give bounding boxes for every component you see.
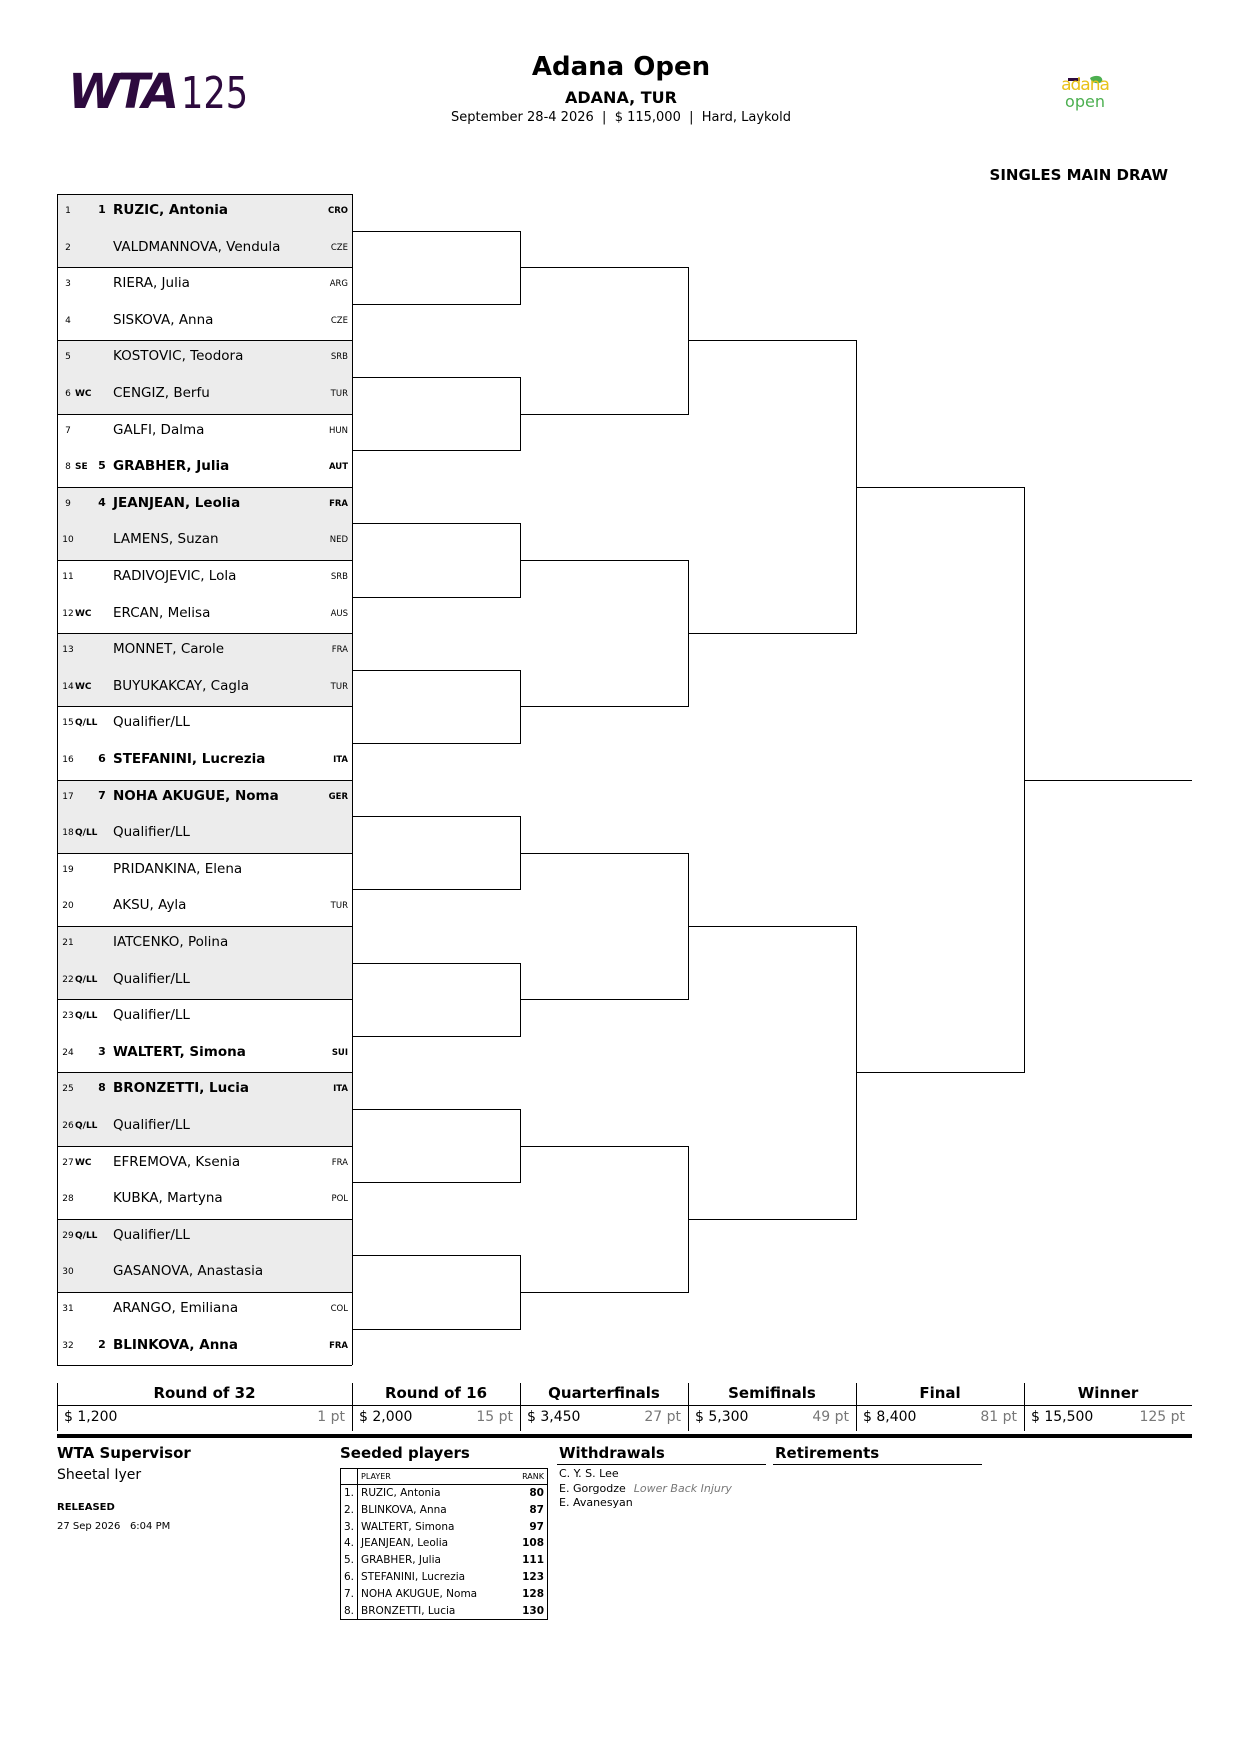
draw-position: 30	[62, 1267, 74, 1278]
draw-position: 28	[62, 1194, 74, 1205]
draw-position: 27	[62, 1157, 74, 1168]
bracket-join	[688, 267, 689, 415]
player-name: VALDMANNOVA, Vendula	[113, 238, 281, 255]
pair-divider	[57, 926, 352, 927]
player-nationality: CZE	[330, 242, 348, 253]
round-prize	[57, 1409, 352, 1429]
draw-position: 18	[62, 828, 74, 839]
player-nationality: GER	[328, 791, 348, 802]
player-name: BUYUKAKCAY, Cagla	[113, 677, 249, 694]
pair-divider	[57, 1219, 352, 1220]
pair-divider	[57, 1072, 352, 1073]
draw-position: 19	[62, 864, 74, 875]
supervisor-title: WTA Supervisor	[57, 1444, 191, 1462]
entry-status: SE	[75, 462, 88, 473]
player-nationality: AUS	[330, 608, 348, 619]
player-row	[57, 340, 352, 377]
player-row	[57, 560, 352, 597]
ranking-points: 125 pt	[1139, 1409, 1185, 1425]
player-name: SISKOVA, Anna	[113, 311, 214, 328]
draw-position: 12	[62, 608, 74, 619]
bracket-line	[520, 414, 688, 415]
seeded-row	[341, 1535, 548, 1552]
round-name: Round of 16	[384, 1384, 488, 1402]
tournament-surface: Hard, Laykold	[701, 110, 791, 125]
player-row	[57, 231, 352, 268]
player-row	[57, 889, 352, 926]
prize-money: $ 15,500	[1031, 1409, 1094, 1425]
draw-position: 9	[65, 498, 71, 509]
withdrawal-item	[559, 1496, 641, 1509]
draw-position: 17	[62, 791, 74, 802]
round-prize	[688, 1409, 856, 1429]
seed-number: 4	[98, 495, 106, 509]
seeded-row	[341, 1586, 548, 1603]
draw-position: 23	[62, 1011, 74, 1022]
pair-divider	[57, 999, 352, 1000]
draw-position: 16	[62, 755, 74, 765]
pair-divider	[57, 633, 352, 634]
ranking-points: 81 pt	[980, 1409, 1017, 1425]
draw-position: 29	[62, 1230, 74, 1241]
pair-divider	[57, 340, 352, 341]
seed-index: 8.	[341, 1603, 358, 1620]
player-name: ARANGO, Emiliana	[113, 1300, 239, 1316]
draw-position: 32	[62, 1340, 74, 1351]
seeded-player-rank: 123	[522, 1570, 544, 1583]
round-divider	[352, 1383, 353, 1431]
round-name: Semifinals	[728, 1384, 816, 1402]
round-divider	[57, 1383, 58, 1431]
released-date: 27 Sep 2026	[57, 1521, 121, 1532]
bracket-line	[688, 1219, 856, 1220]
round-header-line	[57, 1405, 1192, 1406]
event-logo-text: adana	[1061, 75, 1109, 95]
player-name: Qualifier/LL	[113, 1007, 190, 1024]
seeded-player-name: STEFANINI, Lucrezia	[361, 1570, 466, 1583]
player-nationality: CRO	[327, 206, 348, 216]
round-name: Round of 32	[153, 1384, 256, 1402]
bracket-line	[352, 377, 520, 378]
bracket-line	[520, 267, 688, 268]
player-row	[57, 706, 352, 743]
bracket-line	[352, 1329, 520, 1330]
player-nationality: HUN	[329, 425, 348, 436]
pair-divider	[57, 194, 352, 195]
player-name: BRONZETTI, Lucia	[113, 1080, 250, 1097]
player-name: Qualifier/LL	[113, 1226, 190, 1243]
draw-position: 26	[62, 1121, 74, 1131]
seed-index: 3.	[341, 1519, 358, 1536]
draw-position: 10	[62, 535, 74, 546]
pair-divider	[57, 487, 352, 488]
seeded-player-rank: 108	[522, 1537, 544, 1550]
player-nationality: ITA	[333, 755, 348, 765]
player-row	[57, 633, 352, 670]
bracket-line	[520, 999, 688, 1000]
bracket-line	[352, 1255, 520, 1256]
pair-divider	[57, 267, 352, 268]
seeded-player-name: BRONZETTI, Lucia	[361, 1604, 456, 1617]
player-row	[57, 450, 352, 487]
bracket-line	[352, 231, 520, 232]
bracket-line	[688, 926, 856, 927]
seeded-row	[341, 1603, 548, 1620]
seeded-row	[341, 1519, 548, 1536]
bracket-line	[352, 816, 520, 817]
seed-number: 5	[98, 459, 106, 473]
bracket-line	[856, 1072, 1024, 1073]
player-name: GRABHER, Julia	[113, 458, 230, 475]
draw-position: 4	[65, 315, 71, 326]
ranking-points: 27 pt	[644, 1409, 681, 1425]
bracket-line	[688, 633, 856, 634]
seed-index: 2.	[341, 1502, 358, 1519]
seeded-players-table	[340, 1468, 548, 1620]
player-row	[57, 1109, 352, 1146]
player-name: LAMENS, Suzan	[113, 531, 219, 548]
player-row	[57, 1146, 352, 1183]
entry-status: Q/LL	[75, 974, 98, 985]
footer-thick-rule	[57, 1434, 1192, 1438]
pair-divider	[57, 1365, 352, 1366]
bracket-line	[352, 304, 520, 305]
retirements-title: Retirements	[775, 1444, 880, 1462]
player-name: KOSTOVIC, Teodora	[113, 348, 244, 365]
draw-position: 21	[62, 938, 74, 948]
bracket-join	[520, 670, 521, 744]
prize-money: $ 8,400	[863, 1409, 917, 1425]
withdrawal-reason: Lower Back Injury	[633, 1481, 732, 1495]
player-name: AKSU, Ayla	[113, 897, 187, 914]
seeded-row	[341, 1552, 548, 1569]
pair-divider	[57, 1292, 352, 1293]
player-nationality: TUR	[330, 681, 348, 692]
seed-number: 2	[98, 1337, 106, 1351]
round-prize	[856, 1409, 1024, 1429]
player-row	[57, 1329, 352, 1366]
draw-position: 22	[62, 974, 74, 985]
seeded-player-name: BLINKOVA, Anna	[361, 1503, 447, 1516]
seeded-player-rank: 130	[522, 1604, 544, 1617]
draw-position: 13	[62, 645, 74, 656]
bracket-line	[352, 889, 520, 890]
entry-status: Q/LL	[75, 1011, 98, 1022]
player-name: Qualifier/LL	[113, 824, 190, 841]
bracket-line	[352, 1109, 520, 1110]
seeded-row	[341, 1502, 548, 1519]
tournament-dates: September 28-4 2026	[451, 110, 594, 125]
bracket-line	[520, 1292, 688, 1293]
player-nationality: SUI	[331, 1047, 348, 1058]
draw-position: 25	[62, 1084, 74, 1095]
bracket-line	[352, 523, 520, 524]
draw-position: 6	[65, 389, 71, 399]
player-name: NOHA AKUGUE, Noma	[113, 787, 279, 804]
seed-index: 1.	[341, 1485, 358, 1502]
ranking-points: 49 pt	[812, 1409, 849, 1425]
player-name: JEANJEAN, Leolia	[113, 494, 241, 511]
entry-status: Q/LL	[75, 1230, 98, 1241]
player-nationality: FRA	[329, 1340, 348, 1351]
seeded-players-title: Seeded players	[340, 1444, 470, 1462]
player-row	[57, 999, 352, 1036]
player-row	[57, 267, 352, 304]
player-row	[57, 1292, 352, 1329]
round-name: Quarterfinals	[548, 1384, 660, 1402]
player-name: MONNET, Carole	[113, 641, 225, 658]
round-prize	[520, 1409, 688, 1429]
entry-status: WC	[75, 681, 92, 692]
seed-number: 8	[98, 1081, 106, 1095]
withdrawals-title: Withdrawals	[559, 1444, 665, 1462]
draw-position: 7	[65, 425, 71, 436]
ranking-points: 1 pt	[317, 1409, 345, 1425]
bracket-line	[352, 743, 520, 744]
event-logo-text-2: open	[1065, 92, 1105, 111]
player-row	[57, 670, 352, 707]
supervisor-name: Sheetal Iyer	[57, 1467, 142, 1483]
player-row	[57, 1219, 352, 1256]
tournament-info: September 28-4 2026 | $ 115,000 | Hard, Laykold	[451, 110, 791, 125]
draw-position: 1	[65, 206, 71, 216]
seed-number: 6	[98, 752, 106, 765]
seed-number: 3	[98, 1044, 106, 1058]
draw-right-border	[352, 194, 353, 1365]
player-nationality: NED	[329, 535, 348, 546]
player-row	[57, 1072, 352, 1109]
withdrawal-player: E. Gorgodze	[559, 1481, 626, 1495]
player-row	[57, 523, 352, 560]
prize-money: $ 3,450	[527, 1409, 581, 1425]
retirements-underline	[773, 1464, 982, 1465]
wta-logo-number: 125	[181, 68, 249, 119]
player-row	[57, 194, 352, 231]
prize-money: $ 5,300	[695, 1409, 749, 1425]
seeded-player-name: RUZIC, Antonia	[361, 1487, 441, 1499]
player-row	[57, 1036, 352, 1073]
player-name: Qualifier/LL	[113, 714, 190, 731]
withdrawal-player: E. Avanesyan	[559, 1496, 633, 1509]
tournament-title: Adana Open	[531, 52, 711, 82]
released-time: 6:04 PM	[129, 1521, 171, 1532]
player-nationality: FRA	[331, 645, 348, 656]
bracket-line	[688, 340, 856, 341]
player-name: RADIVOJEVIC, Lola	[113, 568, 237, 584]
seed-index: 6.	[341, 1569, 358, 1586]
player-nationality: CZE	[330, 315, 348, 326]
player-nationality: POL	[331, 1194, 348, 1205]
bracket-line	[520, 853, 688, 854]
round-divider	[688, 1383, 689, 1431]
seeded-player-rank: 111	[522, 1554, 544, 1567]
player-row	[57, 963, 352, 1000]
player-nationality: SRB	[330, 572, 348, 582]
player-nationality: FRA	[331, 1157, 348, 1168]
seeded-col-player: PLAYER	[358, 1469, 512, 1485]
entry-status: Q/LL	[75, 828, 98, 839]
player-row	[57, 597, 352, 634]
player-name: STEFANINI, Lucrezia	[113, 751, 266, 767]
player-row	[57, 414, 352, 451]
entry-status: Q/LL	[75, 1121, 98, 1131]
draw-position: 3	[65, 279, 71, 290]
player-name: ERCAN, Melisa	[113, 604, 211, 621]
bracket-line	[520, 706, 688, 707]
seed-index: 7.	[341, 1586, 358, 1603]
entry-status: Q/LL	[75, 718, 98, 729]
bracket-join	[520, 231, 521, 305]
seeded-player-name: JEANJEAN, Leolia	[361, 1537, 449, 1550]
pair-divider	[57, 706, 352, 707]
bracket-line	[856, 487, 1024, 488]
player-name: GALFI, Dalma	[113, 421, 205, 438]
player-name: EFREMOVA, Ksenia	[113, 1153, 241, 1170]
seeded-row	[341, 1485, 548, 1502]
seed-index: 4.	[341, 1535, 358, 1552]
bracket-line	[1024, 780, 1192, 781]
round-prize	[352, 1409, 520, 1429]
entry-status: WC	[75, 389, 92, 399]
player-name: PRIDANKINA, Elena	[113, 860, 243, 877]
seeded-player-name: NOHA AKUGUE, Noma	[361, 1587, 478, 1600]
wta-logo-text: WTA	[68, 64, 176, 120]
bracket-line	[352, 1036, 520, 1037]
pair-divider	[57, 853, 352, 854]
player-row	[57, 1255, 352, 1292]
seeded-player-name: GRABHER, Julia	[361, 1554, 441, 1567]
seeded-row	[341, 1569, 548, 1586]
round-name: Final	[919, 1384, 961, 1402]
seed-number: 7	[98, 788, 106, 802]
player-nationality: COL	[330, 1304, 348, 1314]
withdrawals-underline	[557, 1464, 766, 1465]
tournament-prize-money: $ 115,000	[614, 110, 681, 125]
draw-position: 24	[62, 1047, 74, 1058]
prize-money: $ 2,000	[359, 1409, 413, 1425]
seed-index: 5.	[341, 1552, 358, 1569]
seeded-col-rank: RANK	[512, 1469, 548, 1485]
draw-position: 8	[65, 462, 71, 473]
player-name: GASANOVA, Anastasia	[113, 1263, 264, 1280]
player-nationality: AUT	[328, 462, 348, 473]
player-nationality: ITA	[333, 1084, 348, 1095]
player-row	[57, 743, 352, 780]
round-divider	[1024, 1383, 1025, 1431]
pair-divider	[57, 1146, 352, 1147]
pair-divider	[57, 780, 352, 781]
entry-status: WC	[75, 608, 92, 619]
player-row	[57, 816, 352, 853]
seeded-player-rank: 128	[522, 1587, 544, 1600]
seeded-player-rank: 80	[529, 1487, 544, 1499]
seeded-player-name: WALTERT, Simona	[361, 1520, 455, 1533]
round-prize	[1024, 1409, 1192, 1429]
player-nationality: ARG	[329, 279, 348, 290]
player-name: Qualifier/LL	[113, 1117, 190, 1133]
player-nationality: TUR	[330, 389, 348, 399]
player-row	[57, 304, 352, 341]
prize-money: $ 1,200	[64, 1409, 118, 1425]
player-name: WALTERT, Simona	[113, 1043, 246, 1060]
pair-divider	[57, 414, 352, 415]
player-row	[57, 780, 352, 817]
player-name: BLINKOVA, Anna	[113, 1336, 239, 1353]
withdrawal-item	[559, 1467, 627, 1480]
bracket-line	[520, 1146, 688, 1147]
bracket-line	[520, 560, 688, 561]
player-name: Qualifier/LL	[113, 970, 190, 987]
round-divider	[856, 1383, 857, 1431]
released-label: RELEASED	[57, 1502, 115, 1513]
draw-type-label: SINGLES MAIN DRAW	[989, 166, 1168, 184]
bracket-line	[352, 963, 520, 964]
bracket-line	[352, 450, 520, 451]
draw-position: 5	[65, 352, 71, 363]
bracket-line	[352, 597, 520, 598]
bracket-line	[352, 1182, 520, 1183]
seeded-player-rank: 97	[529, 1520, 544, 1533]
tournament-location: ADANA, TUR	[565, 88, 677, 107]
bracket-join	[856, 926, 857, 1220]
player-nationality: SRB	[330, 352, 348, 363]
released-timestamp	[57, 1521, 170, 1532]
player-row	[57, 853, 352, 890]
player-nationality: FRA	[329, 498, 348, 509]
draw-position: 20	[62, 901, 74, 912]
withdrawal-player: C. Y. S. Lee	[559, 1467, 619, 1480]
ranking-points: 15 pt	[476, 1409, 513, 1425]
draw-position: 14	[62, 681, 74, 692]
player-row	[57, 926, 352, 963]
draw-position: 2	[65, 242, 71, 253]
player-row	[57, 1182, 352, 1219]
player-name: RIERA, Julia	[113, 275, 190, 292]
player-name: RUZIC, Antonia	[113, 202, 229, 218]
seeded-header-row	[341, 1469, 548, 1485]
player-name: IATCENKO, Polina	[113, 934, 229, 950]
withdrawal-item	[559, 1482, 732, 1495]
player-row	[57, 377, 352, 414]
round-divider	[520, 1383, 521, 1431]
draw-position: 11	[62, 572, 74, 582]
player-name: CENGIZ, Berfu	[113, 385, 210, 401]
pair-divider	[57, 560, 352, 561]
player-name: KUBKA, Martyna	[113, 1190, 223, 1207]
draw-position: 31	[62, 1304, 74, 1314]
seeded-player-rank: 87	[529, 1503, 544, 1516]
entry-status: WC	[75, 1157, 92, 1168]
player-row	[57, 487, 352, 524]
seed-number: 1	[98, 203, 106, 216]
player-nationality: TUR	[330, 901, 348, 912]
bracket-join	[520, 963, 521, 1037]
adana-open-logo	[1058, 74, 1112, 114]
round-name: Winner	[1077, 1384, 1139, 1402]
draw-position: 15	[62, 718, 74, 729]
bracket-line	[352, 670, 520, 671]
